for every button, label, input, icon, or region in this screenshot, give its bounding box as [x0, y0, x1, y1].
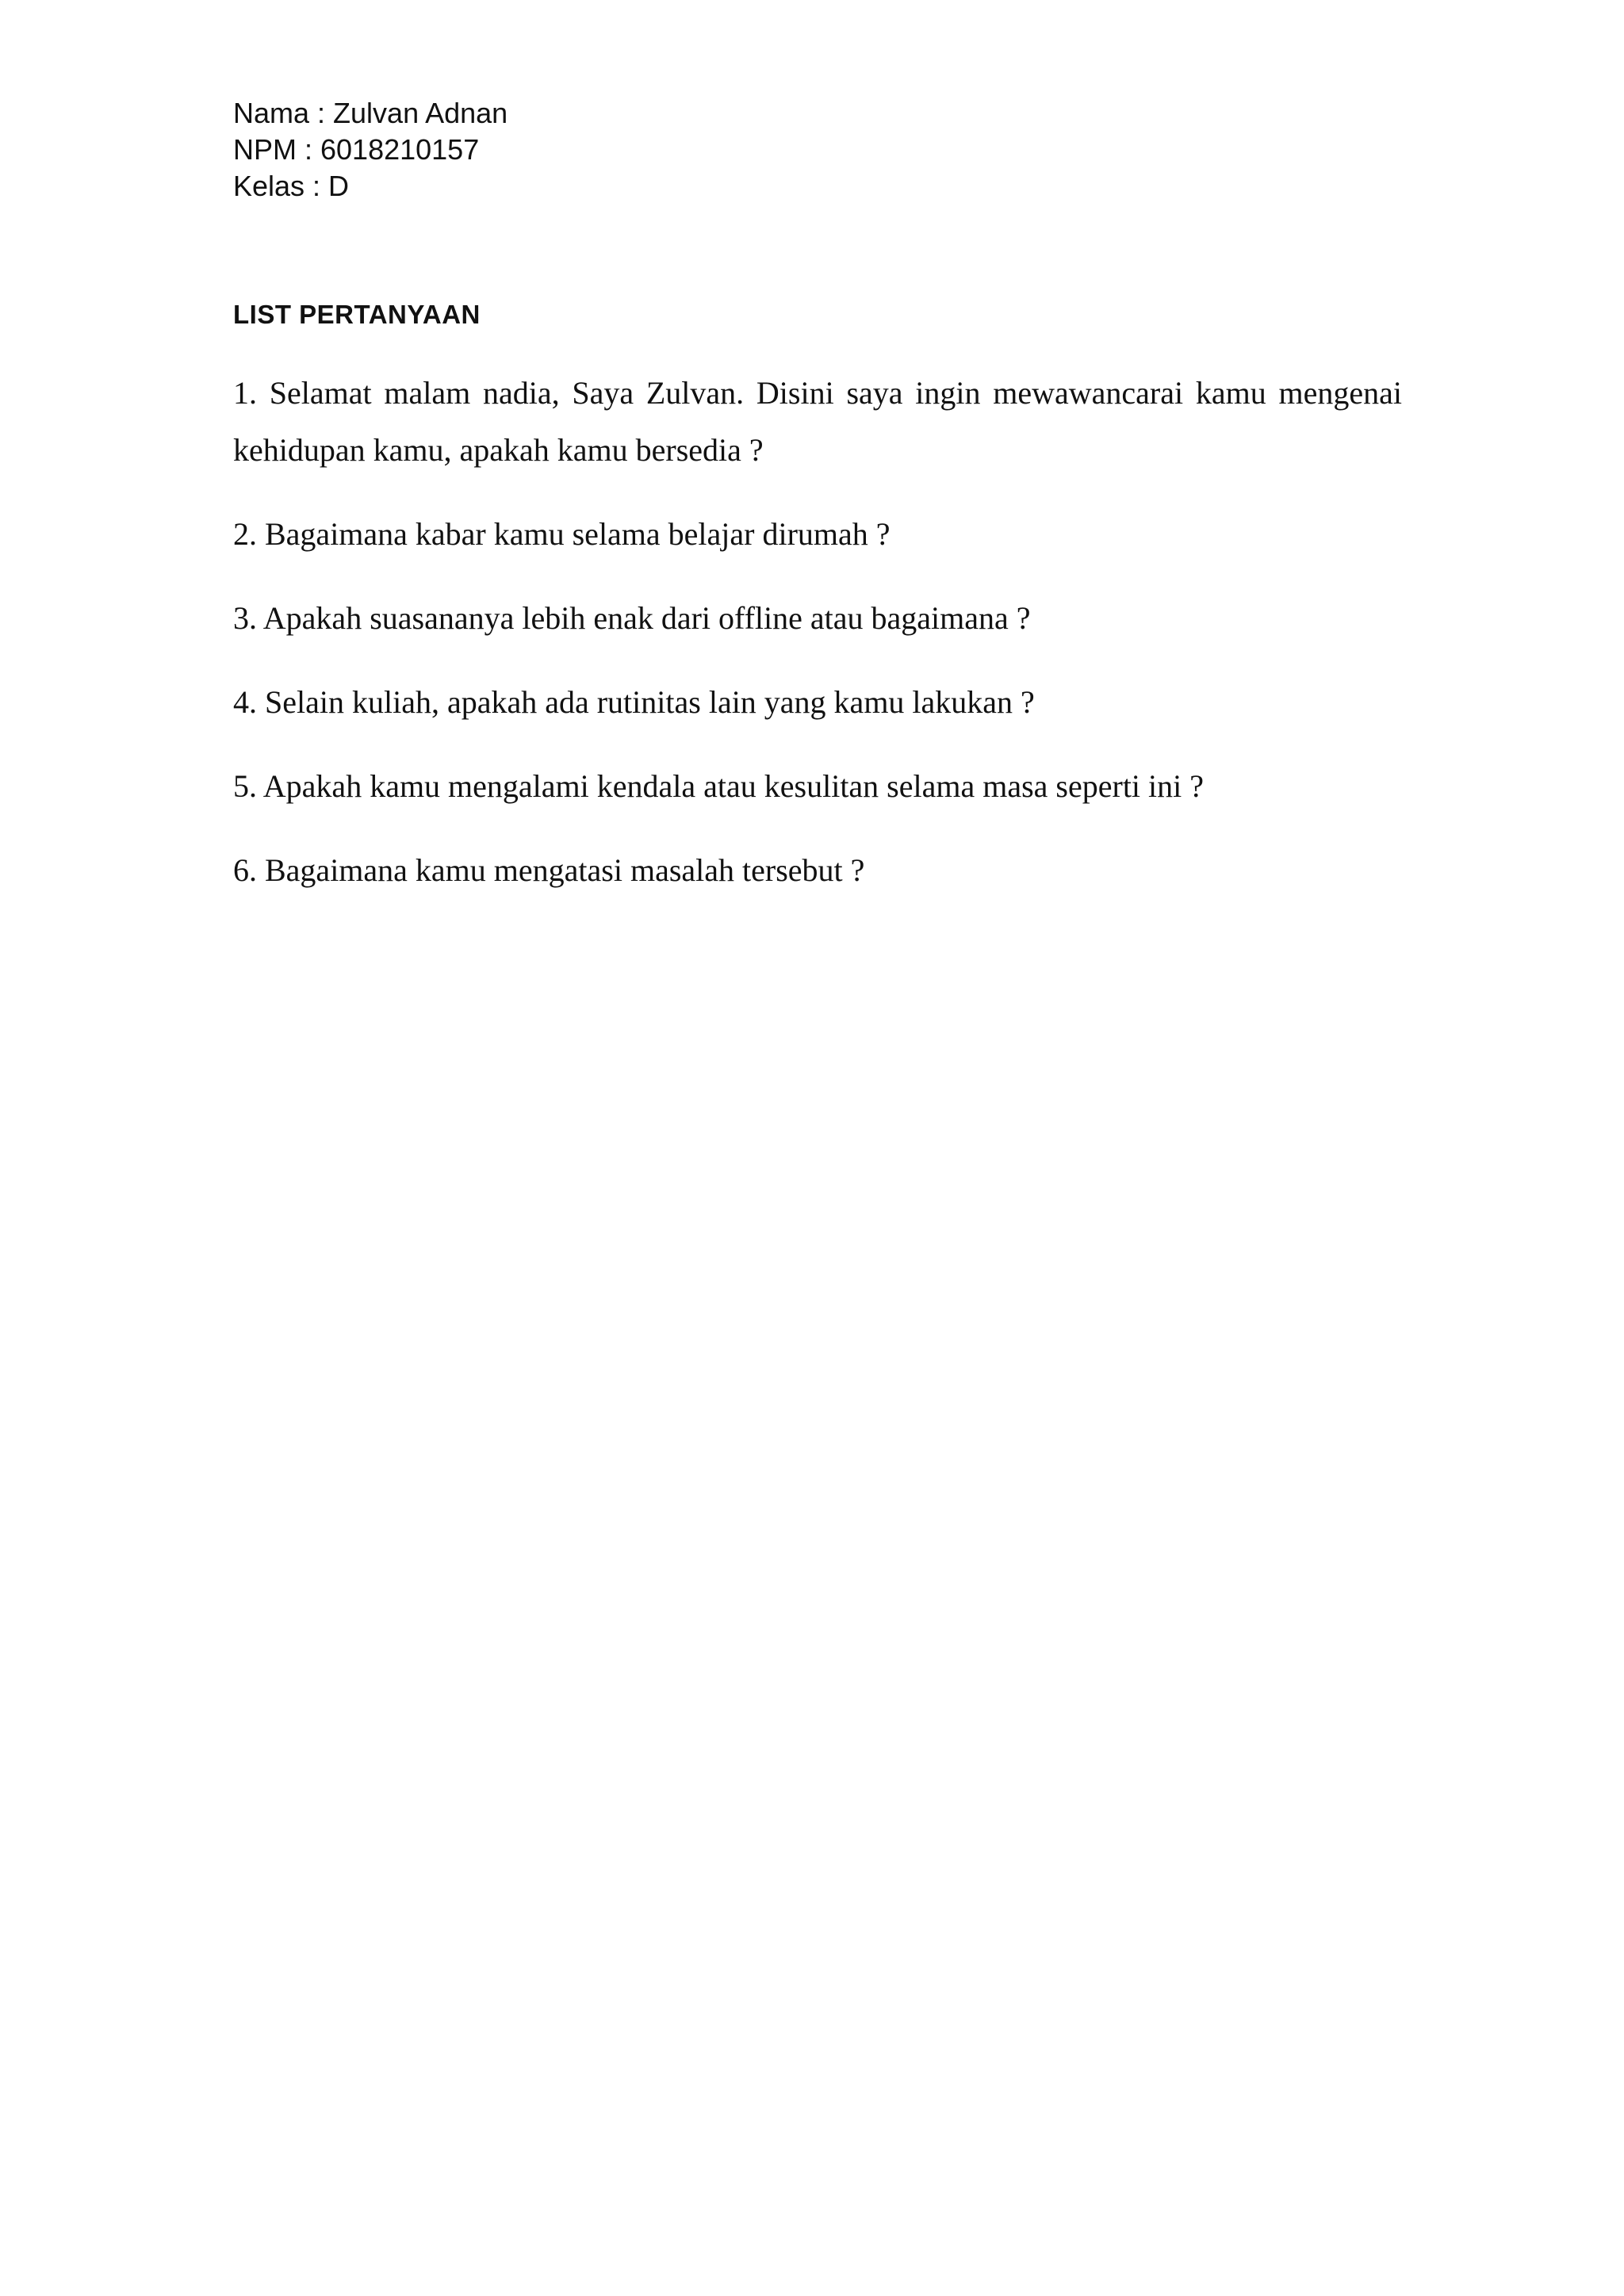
- question-item: 5. Apakah kamu mengalami kendala atau kesulitan selama masa seperti ini ?: [233, 768, 1205, 804]
- question-item: 6. Bagaimana kamu mengatasi masalah tersebut ?: [233, 852, 865, 888]
- question-list: [233, 365, 1402, 926]
- student-class: Kelas : D: [233, 170, 350, 202]
- question-item: 4. Selain kuliah, apakah ada rutinitas lain yang kamu lakukan ?: [233, 684, 1035, 720]
- student-name: Nama : Zulvan Adnan: [233, 97, 508, 129]
- student-info: [233, 95, 508, 205]
- question-item: 1. Selamat malam nadia, Saya Zulvan. Disini saya ingin mewawancarai kamu mengenai kehidupan kamu, apakah kamu bersedia ?: [233, 375, 1402, 468]
- question-item: 2. Bagaimana kabar kamu selama belajar dirumah ?: [233, 516, 891, 552]
- section-title: LIST PERTANYAAN: [233, 300, 481, 329]
- student-npm: NPM : 6018210157: [233, 133, 480, 166]
- question-item: 3. Apakah suasananya lebih enak dari offline atau bagaimana ?: [233, 600, 1031, 636]
